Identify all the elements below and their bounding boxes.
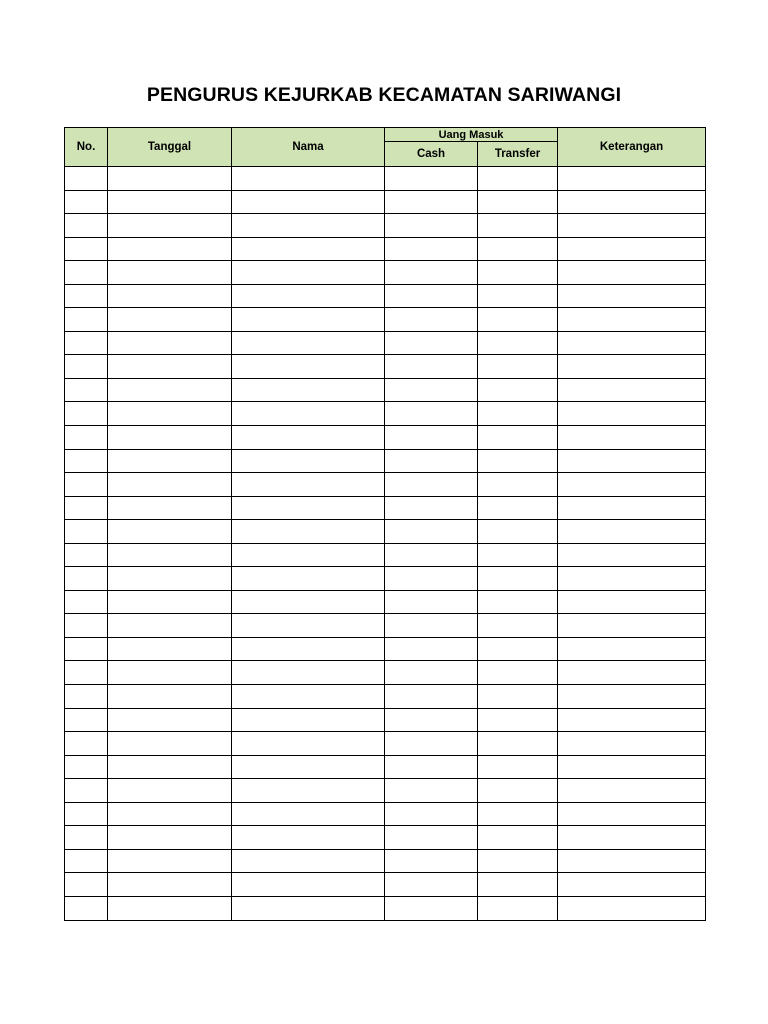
cell-cash[interactable] [385,355,478,379]
cell-transfer[interactable] [478,873,558,897]
cell-no[interactable] [65,661,108,685]
table-row [65,661,706,685]
cell-transfer[interactable] [478,355,558,379]
cell-no[interactable] [65,755,108,779]
table-row [65,449,706,473]
cell-no[interactable] [65,567,108,591]
cell-no[interactable] [65,685,108,709]
cell-cash[interactable] [385,567,478,591]
table-row [65,190,706,214]
table-row [65,567,706,591]
cell-transfer[interactable] [478,826,558,850]
cell-no[interactable] [65,496,108,520]
cell-nama[interactable] [232,308,385,332]
table-row [65,496,706,520]
cell-cash[interactable] [385,779,478,803]
cell-transfer[interactable] [478,661,558,685]
cell-keterangan[interactable] [558,661,706,685]
cell-nama[interactable] [232,520,385,544]
cell-keterangan[interactable] [558,402,706,426]
cell-cash[interactable] [385,331,478,355]
cell-cash[interactable] [385,543,478,567]
cell-transfer[interactable] [478,426,558,450]
cell-transfer[interactable] [478,543,558,567]
cell-nama[interactable] [232,685,385,709]
table-row [65,614,706,638]
cell-nama[interactable] [232,755,385,779]
cell-no[interactable] [65,543,108,567]
cell-tanggal[interactable] [108,190,232,214]
cell-no[interactable] [65,637,108,661]
cell-cash[interactable] [385,378,478,402]
cell-transfer[interactable] [478,614,558,638]
cell-nama[interactable] [232,402,385,426]
cell-nama[interactable] [232,543,385,567]
cell-no[interactable] [65,732,108,756]
cell-tanggal[interactable] [108,520,232,544]
cell-keterangan[interactable] [558,543,706,567]
cell-keterangan[interactable] [558,167,706,191]
cell-cash[interactable] [385,190,478,214]
cell-keterangan[interactable] [558,567,706,591]
cell-nama[interactable] [232,873,385,897]
table-row [65,520,706,544]
table-row [65,873,706,897]
cell-transfer[interactable] [478,708,558,732]
page-title: PENGURUS KEJURKAB KECAMATAN SARIWANGI [146,84,622,106]
cell-cash[interactable] [385,520,478,544]
cell-cash[interactable] [385,826,478,850]
cell-no[interactable] [65,449,108,473]
cell-tanggal[interactable] [108,708,232,732]
cell-cash[interactable] [385,449,478,473]
cell-keterangan[interactable] [558,473,706,497]
cell-keterangan[interactable] [558,708,706,732]
cell-keterangan[interactable] [558,685,706,709]
cell-no[interactable] [65,214,108,238]
cell-keterangan[interactable] [558,873,706,897]
cell-nama[interactable] [232,732,385,756]
cell-no[interactable] [65,520,108,544]
cell-tanggal[interactable] [108,873,232,897]
cell-tanggal[interactable] [108,331,232,355]
cell-cash[interactable] [385,261,478,285]
cell-no[interactable] [65,237,108,261]
table-row [65,378,706,402]
cell-no[interactable] [65,826,108,850]
cell-transfer[interactable] [478,378,558,402]
header-keterangan: Keterangan [558,128,706,167]
cell-transfer[interactable] [478,637,558,661]
cell-nama[interactable] [232,190,385,214]
cell-tanggal[interactable] [108,637,232,661]
cell-tanggal[interactable] [108,896,232,920]
cell-nama[interactable] [232,496,385,520]
cell-transfer[interactable] [478,755,558,779]
cell-transfer[interactable] [478,261,558,285]
cell-cash[interactable] [385,661,478,685]
cell-tanggal[interactable] [108,284,232,308]
cell-nama[interactable] [232,849,385,873]
cell-cash[interactable] [385,496,478,520]
table-row [65,755,706,779]
cell-keterangan[interactable] [558,261,706,285]
cell-no[interactable] [65,426,108,450]
table-row [65,849,706,873]
cell-tanggal[interactable] [108,661,232,685]
cell-no[interactable] [65,473,108,497]
cell-tanggal[interactable] [108,355,232,379]
table-row [65,732,706,756]
cell-no[interactable] [65,284,108,308]
header-transfer: Transfer [478,142,558,167]
table-row [65,708,706,732]
cell-tanggal[interactable] [108,802,232,826]
table-row [65,779,706,803]
cell-no[interactable] [65,308,108,332]
cell-nama[interactable] [232,708,385,732]
cell-keterangan[interactable] [558,849,706,873]
cell-tanggal[interactable] [108,779,232,803]
cell-no[interactable] [65,190,108,214]
cell-transfer[interactable] [478,802,558,826]
table-row [65,802,706,826]
cell-no[interactable] [65,708,108,732]
cell-no[interactable] [65,802,108,826]
cell-nama[interactable] [232,214,385,238]
cell-keterangan[interactable] [558,802,706,826]
table-row [65,237,706,261]
cell-no[interactable] [65,590,108,614]
cell-tanggal[interactable] [108,614,232,638]
cell-transfer[interactable] [478,473,558,497]
cell-no[interactable] [65,779,108,803]
cell-tanggal[interactable] [108,849,232,873]
header-tanggal: Tanggal [108,128,232,167]
cell-transfer[interactable] [478,732,558,756]
cell-transfer[interactable] [478,849,558,873]
cell-nama[interactable] [232,449,385,473]
cell-cash[interactable] [385,473,478,497]
cell-no[interactable] [65,261,108,285]
cell-transfer[interactable] [478,167,558,191]
cell-transfer[interactable] [478,520,558,544]
table-row [65,167,706,191]
table-row [65,637,706,661]
cell-keterangan[interactable] [558,331,706,355]
cell-no[interactable] [65,873,108,897]
table-row [65,826,706,850]
cell-nama[interactable] [232,896,385,920]
cell-cash[interactable] [385,685,478,709]
cell-keterangan[interactable] [558,308,706,332]
cell-cash[interactable] [385,214,478,238]
cell-cash[interactable] [385,426,478,450]
cell-keterangan[interactable] [558,896,706,920]
cell-keterangan[interactable] [558,826,706,850]
cell-transfer[interactable] [478,308,558,332]
cell-tanggal[interactable] [108,167,232,191]
cell-transfer[interactable] [478,567,558,591]
cell-transfer[interactable] [478,685,558,709]
cell-cash[interactable] [385,237,478,261]
cell-transfer[interactable] [478,331,558,355]
cell-nama[interactable] [232,331,385,355]
cell-nama[interactable] [232,261,385,285]
cell-nama[interactable] [232,826,385,850]
cell-transfer[interactable] [478,402,558,426]
cell-no[interactable] [65,849,108,873]
cell-tanggal[interactable] [108,449,232,473]
cell-tanggal[interactable] [108,237,232,261]
cell-cash[interactable] [385,402,478,426]
cell-tanggal[interactable] [108,685,232,709]
cell-keterangan[interactable] [558,449,706,473]
cell-tanggal[interactable] [108,426,232,450]
table-row [65,331,706,355]
cell-transfer[interactable] [478,190,558,214]
table-row [65,896,706,920]
cell-tanggal[interactable] [108,732,232,756]
cell-keterangan[interactable] [558,214,706,238]
cell-cash[interactable] [385,732,478,756]
cell-keterangan[interactable] [558,614,706,638]
cell-no[interactable] [65,167,108,191]
cell-tanggal[interactable] [108,214,232,238]
cell-nama[interactable] [232,355,385,379]
cell-transfer[interactable] [478,449,558,473]
cell-cash[interactable] [385,167,478,191]
cell-keterangan[interactable] [558,190,706,214]
cell-keterangan[interactable] [558,355,706,379]
cell-no[interactable] [65,355,108,379]
table-row [65,284,706,308]
cell-cash[interactable] [385,896,478,920]
cell-transfer[interactable] [478,237,558,261]
cell-nama[interactable] [232,802,385,826]
cell-transfer[interactable] [478,590,558,614]
table-header [65,128,706,167]
cell-keterangan[interactable] [558,237,706,261]
header-nama: Nama [232,128,385,167]
cell-tanggal[interactable] [108,402,232,426]
cell-cash[interactable] [385,308,478,332]
cell-cash[interactable] [385,849,478,873]
cell-cash[interactable] [385,873,478,897]
cell-nama[interactable] [232,473,385,497]
table-row [65,590,706,614]
cell-keterangan[interactable] [558,779,706,803]
cell-cash[interactable] [385,590,478,614]
cell-keterangan[interactable] [558,755,706,779]
cell-nama[interactable] [232,637,385,661]
table-row [65,214,706,238]
cell-no[interactable] [65,896,108,920]
table-row [65,473,706,497]
cell-cash[interactable] [385,284,478,308]
table-row [65,355,706,379]
cell-no[interactable] [65,614,108,638]
cell-tanggal[interactable] [108,308,232,332]
cell-transfer[interactable] [478,896,558,920]
cell-nama[interactable] [232,590,385,614]
table-row [65,261,706,285]
cell-nama[interactable] [232,284,385,308]
cell-nama[interactable] [232,661,385,685]
table-row [65,685,706,709]
cell-nama[interactable] [232,426,385,450]
cell-no[interactable] [65,402,108,426]
cell-cash[interactable] [385,802,478,826]
cell-keterangan[interactable] [558,590,706,614]
cell-tanggal[interactable] [108,567,232,591]
cell-tanggal[interactable] [108,261,232,285]
cell-nama[interactable] [232,237,385,261]
table-row [65,543,706,567]
cell-nama[interactable] [232,567,385,591]
cell-nama[interactable] [232,167,385,191]
header-no: No. [65,128,108,167]
cell-cash[interactable] [385,708,478,732]
header-uang-masuk: Uang Masuk [385,128,558,142]
cell-nama[interactable] [232,378,385,402]
cell-keterangan[interactable] [558,284,706,308]
cell-no[interactable] [65,331,108,355]
cell-cash[interactable] [385,614,478,638]
cell-keterangan[interactable] [558,496,706,520]
cell-tanggal[interactable] [108,755,232,779]
cell-transfer[interactable] [478,214,558,238]
cell-keterangan[interactable] [558,732,706,756]
cell-tanggal[interactable] [108,826,232,850]
cell-tanggal[interactable] [108,473,232,497]
cell-tanggal[interactable] [108,590,232,614]
header-cash: Cash [385,142,478,167]
cell-no[interactable] [65,378,108,402]
cell-keterangan[interactable] [558,637,706,661]
cell-tanggal[interactable] [108,543,232,567]
ledger-table [64,127,706,921]
cell-keterangan[interactable] [558,378,706,402]
cell-cash[interactable] [385,637,478,661]
cell-cash[interactable] [385,755,478,779]
table-body [65,167,706,921]
cell-transfer[interactable] [478,779,558,803]
cell-keterangan[interactable] [558,426,706,450]
cell-nama[interactable] [232,614,385,638]
table-row [65,308,706,332]
cell-keterangan[interactable] [558,520,706,544]
table-row [65,402,706,426]
cell-tanggal[interactable] [108,378,232,402]
cell-transfer[interactable] [478,284,558,308]
cell-transfer[interactable] [478,496,558,520]
cell-tanggal[interactable] [108,496,232,520]
table-row [65,426,706,450]
cell-nama[interactable] [232,779,385,803]
